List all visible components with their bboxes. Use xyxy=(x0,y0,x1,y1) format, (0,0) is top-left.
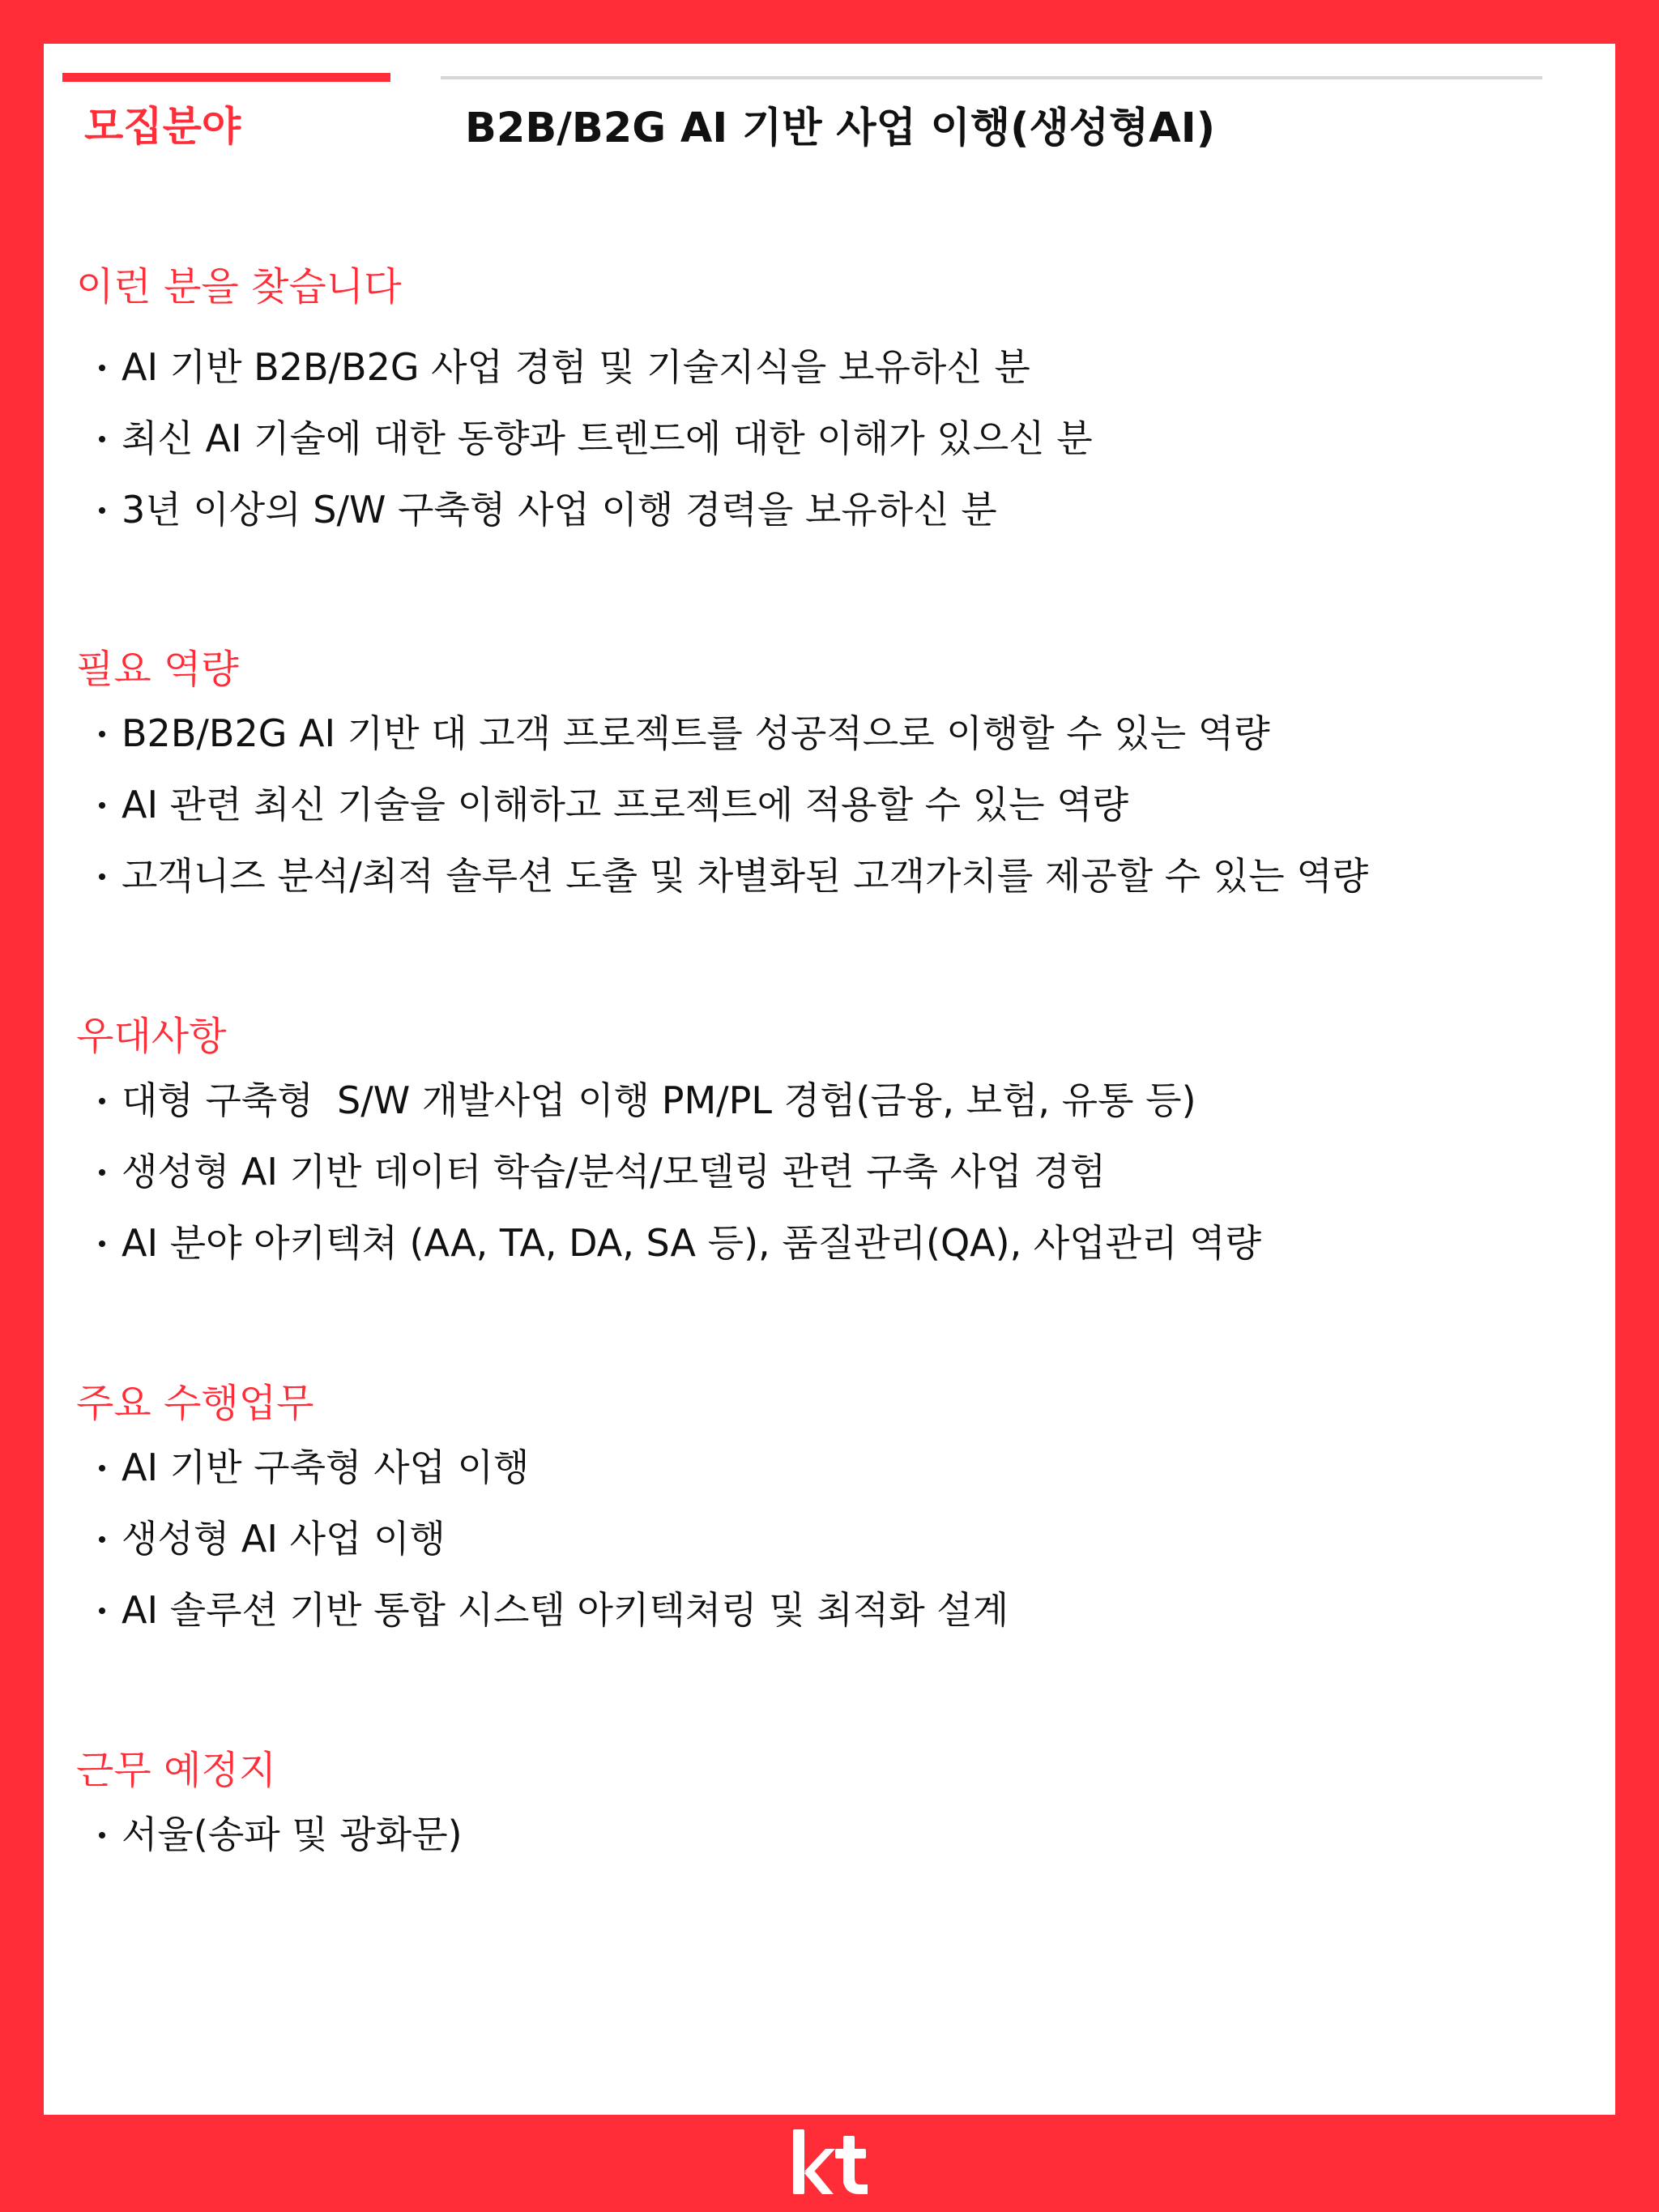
bullet-icon xyxy=(99,1241,105,1247)
list-item-text: 최신 AI 기술에 대한 동향과 트렌드에 대한 이해가 있으신 분 xyxy=(122,416,1093,460)
list-item-text: 서울(송파 및 광화문) xyxy=(122,1813,463,1856)
header-divider xyxy=(441,76,1542,79)
list-item-text: B2B/B2G AI 기반 대 고객 프로젝트를 성공적으로 이행할 수 있는 역량 xyxy=(122,711,1270,755)
list-item-text: 생성형 AI 기반 데이터 학습/분석/모델링 관련 구축 사업 경험 xyxy=(122,1150,1107,1194)
requirement-list xyxy=(76,1799,463,1870)
bullet-icon xyxy=(99,1098,105,1104)
section-preferred xyxy=(76,1008,1261,1279)
bullet-icon xyxy=(99,1832,105,1838)
section-heading: 우대사항 xyxy=(76,1014,227,1059)
list-item xyxy=(76,1503,1009,1574)
list-item-text: 생성형 AI 사업 이행 xyxy=(122,1517,446,1561)
list-item xyxy=(76,1574,1009,1646)
list-item xyxy=(76,698,1368,769)
field-label: 모집분야 xyxy=(84,103,241,150)
list-item-text: 3년 이상의 S/W 구축형 사업 이행 경력을 보유하신 분 xyxy=(122,488,997,532)
requirement-list xyxy=(76,331,1093,545)
list-item xyxy=(76,1136,1261,1207)
bullet-icon xyxy=(99,1608,105,1614)
list-item-text: 고객니즈 분석/최적 솔루션 도출 및 차별화된 고객가치를 제공할 수 있는 역량 xyxy=(122,854,1369,898)
list-item xyxy=(76,403,1093,474)
list-item-text: 대형 구축형 S/W 개발사업 이행 PM/PL 경험(금융, 보험, 유통 등) xyxy=(122,1078,1196,1122)
list-item xyxy=(76,1799,463,1870)
bullet-icon xyxy=(99,802,105,809)
bullet-icon xyxy=(99,1465,105,1471)
section-heading: 근무 예정지 xyxy=(76,1748,277,1793)
bullet-icon xyxy=(99,436,105,442)
list-item-text: AI 관련 최신 기술을 이해하고 프로젝트에 적용할 수 있는 역량 xyxy=(122,783,1129,826)
list-item xyxy=(76,840,1368,912)
section-heading: 이런 분을 찾습니다 xyxy=(76,264,402,310)
section-ideal-candidate xyxy=(76,258,1093,545)
bullet-icon xyxy=(99,1536,105,1543)
bullet-icon xyxy=(99,1169,105,1176)
list-item xyxy=(76,1207,1261,1279)
list-item-text: AI 기반 구축형 사업 이행 xyxy=(122,1445,530,1489)
list-item xyxy=(76,769,1368,840)
bullet-icon xyxy=(99,507,105,514)
list-item-text: AI 기반 B2B/B2G 사업 경험 및 기술지식을 보유하신 분 xyxy=(122,345,1030,389)
list-item xyxy=(76,474,1093,545)
requirement-list xyxy=(76,1432,1009,1646)
list-item xyxy=(76,1065,1261,1136)
job-posting-card xyxy=(44,44,1615,2115)
kt-logo-icon xyxy=(790,2124,871,2199)
section-main-duties xyxy=(76,1375,1009,1646)
bullet-icon xyxy=(99,873,105,880)
list-item-text: AI 솔루션 기반 통합 시스템 아키텍쳐링 및 최적화 설계 xyxy=(122,1588,1009,1632)
requirement-list xyxy=(76,698,1368,912)
list-item xyxy=(76,1432,1009,1503)
bullet-icon xyxy=(99,731,105,737)
bullet-icon xyxy=(99,365,105,371)
list-item-text: AI 분야 아키텍쳐 (AA, TA, DA, SA 등), 품질관리(QA), 사업관리 역량 xyxy=(122,1221,1262,1265)
section-heading: 주요 수행업무 xyxy=(76,1381,314,1426)
header-accent-bar xyxy=(62,73,390,82)
requirement-list xyxy=(76,1065,1261,1279)
position-title: B2B/B2G AI 기반 사업 이행(생성형AI) xyxy=(465,105,1216,152)
list-item xyxy=(76,331,1093,403)
kt-logo xyxy=(790,2124,871,2199)
section-required-skills xyxy=(76,641,1368,912)
section-work-location xyxy=(76,1742,463,1870)
section-heading: 필요 역량 xyxy=(76,647,239,692)
